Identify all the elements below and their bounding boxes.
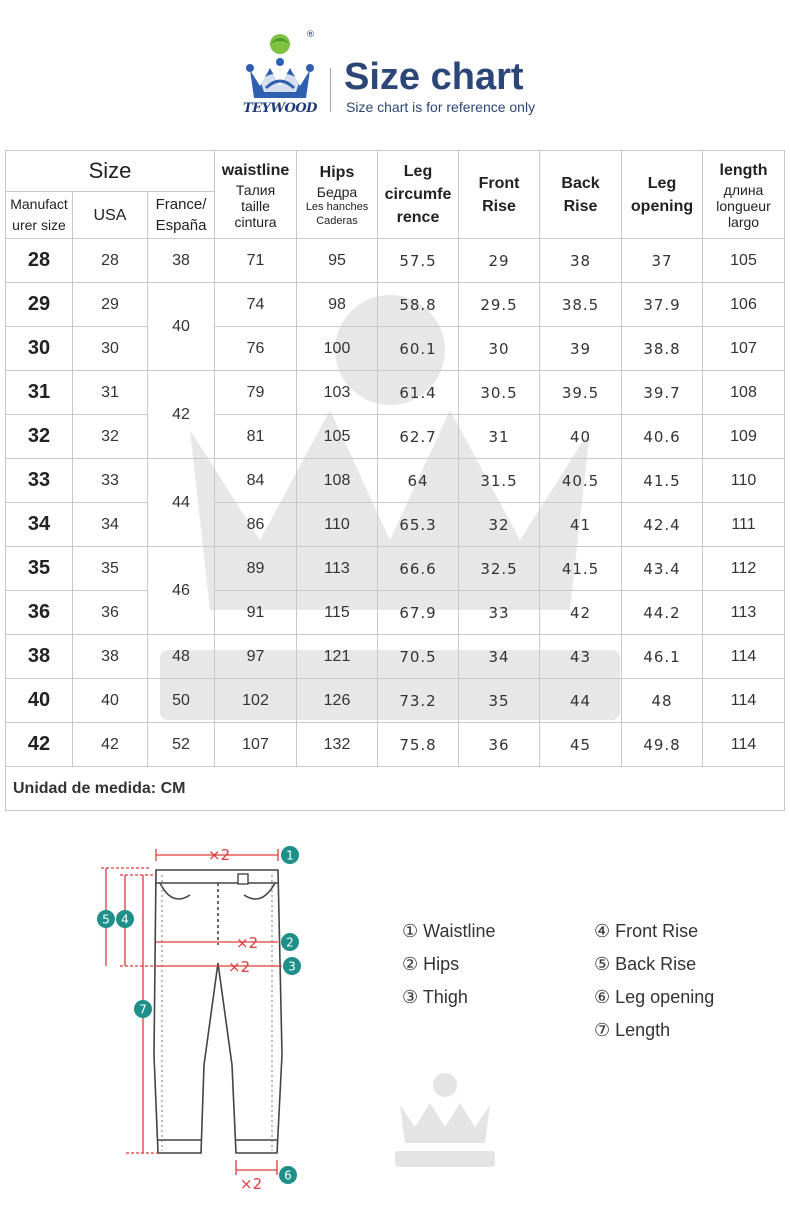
page-title: Size chart: [344, 56, 524, 98]
front-rise-cell: 33: [459, 591, 540, 635]
waistline-cell: 84: [215, 459, 297, 503]
table-row: [6, 591, 785, 635]
opening-multiplier-label: ×2: [240, 1175, 263, 1193]
usa-cell: 28: [73, 239, 148, 283]
back-rise-cell: 42: [540, 591, 622, 635]
table-row: [6, 723, 785, 767]
leg-label-2: circumfe: [384, 186, 452, 203]
marker-5-label: 5: [102, 912, 110, 927]
leg-cell: 58.8: [378, 283, 459, 327]
belt-loop: [238, 874, 248, 884]
leg-cell: 65.3: [378, 503, 459, 547]
marker-1: [281, 846, 299, 864]
hips-cell: 115: [297, 591, 378, 635]
usa-cell: 33: [73, 459, 148, 503]
leg-label: Leg: [403, 163, 433, 180]
thigh-multiplier-label: ×2: [228, 958, 251, 976]
leg-cell: 62.7: [378, 415, 459, 459]
length-cell: 107: [703, 327, 785, 371]
table-row: [6, 415, 785, 459]
back-rise-cell: 38: [540, 239, 622, 283]
back-rise-cell: 43: [540, 635, 622, 679]
hips-cell: 110: [297, 503, 378, 547]
back-rise-cell: 39: [540, 327, 622, 371]
waistline-cell: 97: [215, 635, 297, 679]
leg-cell: 64: [378, 459, 459, 503]
leg-cell: 61.4: [378, 371, 459, 415]
leg-opening-label-2: opening: [630, 197, 694, 215]
marker-7-label: 7: [139, 1002, 147, 1017]
france-cell: 46: [148, 547, 215, 635]
manufacturer-size-cell: 36: [6, 591, 73, 635]
measurement-legend-right: [594, 915, 714, 1047]
usa-cell: 32: [73, 415, 148, 459]
length-cell: 112: [703, 547, 785, 591]
waistline-header: [215, 151, 297, 239]
table-row: [6, 459, 785, 503]
hips-cell: 121: [297, 635, 378, 679]
back-rise-cell: 41: [540, 503, 622, 547]
front-rise-cell: 34: [459, 635, 540, 679]
manufacturer-size-cell: 29: [6, 283, 73, 327]
unit-note-row: [6, 767, 785, 811]
front-rise-cell: 30: [459, 327, 540, 371]
leg-cell: 67.9: [378, 591, 459, 635]
length-header: [703, 151, 785, 239]
usa-cell: 34: [73, 503, 148, 547]
table-row: [6, 327, 785, 371]
leg-opening-label-1: Leg: [647, 174, 677, 192]
manufacturer-size-cell: 28: [6, 239, 73, 283]
leg-opening-cell: 43.4: [622, 547, 703, 591]
leg-opening-cell: 48: [622, 679, 703, 723]
waistline-label: waistline: [221, 162, 290, 179]
legend-item-hips: ② Hips: [402, 954, 460, 974]
marker-6-label: 6: [284, 1168, 292, 1183]
leg-cell: 57.5: [378, 239, 459, 283]
hips-multiplier-label: ×2: [236, 934, 259, 952]
leg-cell: 73.2: [378, 679, 459, 723]
pants-outline: [154, 870, 282, 1153]
manufacturer-size-cell: 34: [6, 503, 73, 547]
length-fr: longueur: [716, 198, 771, 214]
usa-cell: 30: [73, 327, 148, 371]
usa-cell: 40: [73, 679, 148, 723]
crown-logo-faded: [385, 1055, 505, 1175]
pants-measurement-diagram: [90, 835, 310, 1195]
marker-3-label: 3: [288, 959, 296, 974]
table-row: [6, 679, 785, 723]
waistline-cell: 81: [215, 415, 297, 459]
france-cell: 48: [148, 635, 215, 679]
length-label: length: [719, 162, 768, 179]
front-rise-cell: 29: [459, 239, 540, 283]
size-group-header: Size: [6, 151, 215, 192]
leg-opening-cell: 37: [622, 239, 703, 283]
length-es: largo: [727, 214, 760, 230]
back-rise-cell: 39.5: [540, 371, 622, 415]
leg-cell: 70.5: [378, 635, 459, 679]
hips-cell: 103: [297, 371, 378, 415]
length-cell: 114: [703, 679, 785, 723]
waistline-es: cintura: [234, 214, 277, 230]
hips-cell: 126: [297, 679, 378, 723]
leg-opening-cell: 37.9: [622, 283, 703, 327]
france-cell: 40: [148, 283, 215, 371]
marker-6: [279, 1166, 297, 1184]
marker-3: [283, 957, 301, 975]
usa-cell: 38: [73, 635, 148, 679]
waistline-cell: 102: [215, 679, 297, 723]
manufacturer-size-cell: 40: [6, 679, 73, 723]
front-rise-cell: 32: [459, 503, 540, 547]
usa-cell: 36: [73, 591, 148, 635]
waistline-cell: 107: [215, 723, 297, 767]
france-espana-header: France/ España: [148, 192, 215, 239]
legend-item-length: ⑦ Length: [594, 1020, 671, 1040]
waistline-ru: Талия: [235, 182, 276, 198]
leg-opening-cell: 44.2: [622, 591, 703, 635]
leg-opening-cell: 46.1: [622, 635, 703, 679]
size-table: [5, 150, 785, 811]
waistline-cell: 79: [215, 371, 297, 415]
hips-cell: 113: [297, 547, 378, 591]
legend-item-front-rise: ④ Front Rise: [594, 921, 699, 941]
usa-cell: 42: [73, 723, 148, 767]
hips-label: Hips: [319, 164, 355, 181]
leg-opening-cell: 40.6: [622, 415, 703, 459]
back-rise-cell: 45: [540, 723, 622, 767]
waistline-cell: 86: [215, 503, 297, 547]
hips-cell: 132: [297, 723, 378, 767]
table-row: [6, 371, 785, 415]
waistline-cell: 89: [215, 547, 297, 591]
leg-cell: 60.1: [378, 327, 459, 371]
manufacturer-size-cell: 38: [6, 635, 73, 679]
length-cell: 114: [703, 723, 785, 767]
manufacturer-size-cell: 30: [6, 327, 73, 371]
usa-cell: 31: [73, 371, 148, 415]
front-rise-label-1: Front: [478, 174, 520, 192]
length-ru: длина: [723, 182, 764, 198]
front-rise-cell: 35: [459, 679, 540, 723]
back-rise-cell: 40: [540, 415, 622, 459]
waistline-fr: taille: [241, 198, 270, 214]
front-rise-cell: 31: [459, 415, 540, 459]
table-row: [6, 547, 785, 591]
marker-7: [134, 1000, 152, 1018]
usa-header: USA: [73, 192, 148, 239]
hips-cell: 95: [297, 239, 378, 283]
leg-opening-header: [622, 151, 703, 239]
table-row: [6, 503, 785, 547]
hips-es: Caderas: [316, 215, 358, 227]
back-rise-label-1: Back: [561, 174, 600, 192]
back-rise-header: [540, 151, 622, 239]
length-cell: 111: [703, 503, 785, 547]
back-rise-cell: 41.5: [540, 547, 622, 591]
leg-opening-cell: 49.8: [622, 723, 703, 767]
table-row: [6, 283, 785, 327]
leg-cell: 66.6: [378, 547, 459, 591]
length-cell: 108: [703, 371, 785, 415]
usa-cell: 29: [73, 283, 148, 327]
manufacturer-size-cell: 31: [6, 371, 73, 415]
leg-circumference-header: [378, 151, 459, 239]
usa-cell: 35: [73, 547, 148, 591]
front-rise-cell: 32.5: [459, 547, 540, 591]
hips-cell: 98: [297, 283, 378, 327]
manufacturer-size-cell: 32: [6, 415, 73, 459]
leg-opening-cell: 38.8: [622, 327, 703, 371]
hips-header: [297, 151, 378, 239]
marker-2-label: 2: [286, 935, 294, 950]
france-cell: 44: [148, 459, 215, 547]
manufacturer-size-cell: 42: [6, 723, 73, 767]
leg-cell: 75.8: [378, 723, 459, 767]
length-cell: 113: [703, 591, 785, 635]
legend-item-waistline: ① Waistline: [402, 921, 496, 941]
back-rise-cell: 38.5: [540, 283, 622, 327]
header-divider: [330, 68, 331, 112]
marker-2: [281, 933, 299, 951]
marker-5: [97, 910, 115, 928]
length-cell: 109: [703, 415, 785, 459]
legend-item-leg-opening: ⑥ Leg opening: [594, 987, 715, 1007]
waistline-cell: 74: [215, 283, 297, 327]
legend-item-back-rise: ⑤ Back Rise: [594, 954, 697, 974]
unit-note: Unidad de medida: CM: [6, 767, 785, 811]
leg-label-3: rence: [396, 209, 440, 226]
table-row: [6, 239, 785, 283]
france-cell: 50: [148, 679, 215, 723]
front-rise-cell: 30.5: [459, 371, 540, 415]
measurement-legend-left: [402, 915, 496, 1014]
page-subtitle: Size chart is for reference only: [346, 99, 536, 115]
back-rise-label-2: Rise: [563, 197, 598, 215]
france-cell: 42: [148, 371, 215, 459]
front-rise-label-2: Rise: [482, 197, 516, 215]
back-rise-cell: 44: [540, 679, 622, 723]
length-cell: 106: [703, 283, 785, 327]
waistline-cell: 71: [215, 239, 297, 283]
front-rise-cell: 36: [459, 723, 540, 767]
marker-4: [116, 910, 134, 928]
manufacturer-size-cell: 35: [6, 547, 73, 591]
hips-cell: 108: [297, 459, 378, 503]
waist-multiplier-label: ×2: [208, 846, 231, 864]
registered-mark: ®: [306, 30, 315, 40]
front-rise-cell: 31.5: [459, 459, 540, 503]
marker-4-label: 4: [121, 912, 129, 927]
hips-fr: Les hanches: [305, 201, 369, 213]
legend-item-thigh: ③ Thigh: [402, 987, 468, 1007]
manufacturer-size-cell: 33: [6, 459, 73, 503]
table-row: [6, 635, 785, 679]
front-rise-header: [459, 151, 540, 239]
hips-cell: 100: [297, 327, 378, 371]
waistline-cell: 91: [215, 591, 297, 635]
hips-ru: Бедра: [316, 184, 358, 200]
waistline-cell: 76: [215, 327, 297, 371]
measure-lines: [101, 849, 282, 1175]
leg-opening-cell: 39.7: [622, 371, 703, 415]
marker-1-label: 1: [286, 848, 294, 863]
leg-opening-cell: 41.5: [622, 459, 703, 503]
leg-opening-cell: 42.4: [622, 503, 703, 547]
hips-cell: 105: [297, 415, 378, 459]
front-rise-cell: 29.5: [459, 283, 540, 327]
france-cell: 52: [148, 723, 215, 767]
back-rise-cell: 40.5: [540, 459, 622, 503]
length-cell: 110: [703, 459, 785, 503]
length-cell: 105: [703, 239, 785, 283]
france-cell: 38: [148, 239, 215, 283]
manufacturer-size-header: Manufact urer size: [6, 192, 73, 239]
pants-stitching: [162, 875, 272, 1151]
brand-wordmark: TEYWOOD: [243, 101, 317, 116]
length-cell: 114: [703, 635, 785, 679]
